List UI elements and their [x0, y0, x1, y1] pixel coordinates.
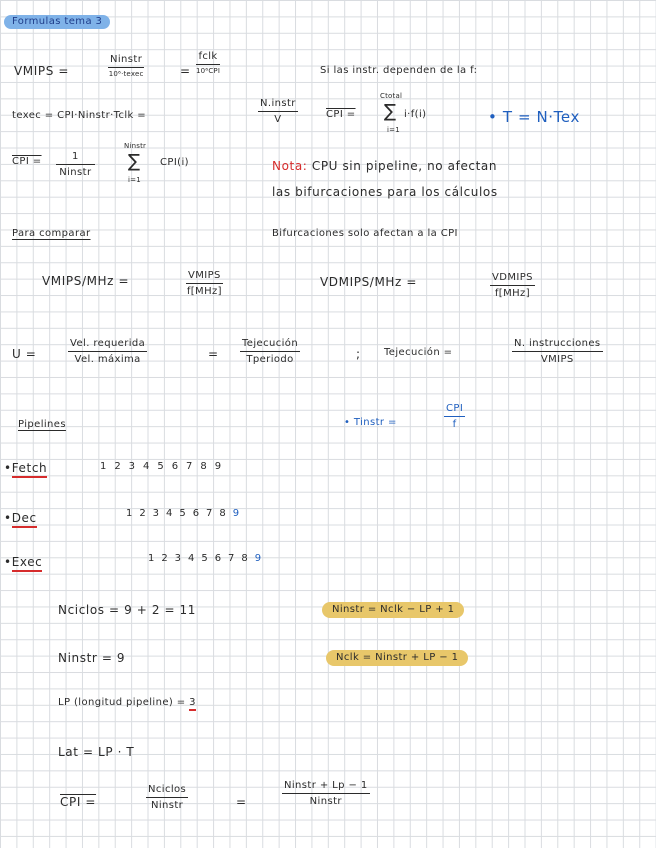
vmips-lhs: VMIPS =	[14, 64, 70, 78]
pipeline-last-cycle-dec: 9	[232, 508, 240, 519]
stage-label-exec: Exec	[12, 555, 43, 572]
ninstr-value: Ninstr = 9	[58, 651, 126, 665]
cpi-sum-lower-limit: i=1	[387, 126, 400, 134]
pipeline-last-cycle-exec: 9	[254, 553, 262, 564]
pipeline-cycles-exec: 1 2 3 4 5 6 7 8 9	[148, 553, 262, 564]
sum-symbol: ∑	[128, 151, 141, 172]
tinstr-fraction: CPI f	[446, 403, 464, 430]
vmips-mhz-lhs: VMIPS/MHz =	[42, 274, 130, 288]
lp-label: LP (longitud pipeline) = 3	[58, 698, 196, 708]
section-heading-pipelines: Pipelines	[18, 419, 66, 430]
cpi-sum-upper-limit: Ctotal	[380, 92, 403, 100]
cpi-average-lhs: CPI =	[12, 156, 42, 167]
cpi-average-sum-upper: Ninstr	[124, 142, 147, 150]
pipeline-cycles-fetch: 1 2 3 4 5 6 7 8 9	[100, 461, 222, 472]
cpi-average-sum-body: CPI(i)	[160, 157, 189, 168]
tejecucion-lhs: Tejecución =	[384, 347, 453, 358]
u-equals: =	[208, 347, 219, 361]
cpi-final-fraction-2: Ninstr + Lp − 1 Ninstr	[284, 780, 368, 807]
frequency-dependence-note: Si las instr. dependen de la f:	[320, 65, 478, 76]
nota-line-1: Nota: CPU sin pipeline, no afectan	[272, 159, 498, 173]
u-fraction-tiempos: Tejecución Tperiodo	[242, 338, 299, 365]
u-fraction-velocidad: Vel. requerida Vel. máxima	[70, 338, 146, 365]
sum-symbol: ∑	[384, 101, 397, 122]
cpi-final-equals: =	[236, 795, 247, 809]
u-lhs: U =	[12, 347, 37, 361]
tejecucion-fraction: N. instrucciones VMIPS	[514, 338, 601, 365]
lp-value: 3	[189, 697, 196, 711]
nclk-formula-highlight: Nclk = Ninstr + LP − 1	[326, 650, 468, 666]
vmips-fraction-1: Ninstr 10⁶·texec	[108, 54, 144, 78]
stage-label-dec: Dec	[12, 511, 37, 528]
tinstr-lhs: • Tinstr =	[344, 417, 397, 428]
pipeline-row-dec: •Dec	[4, 512, 37, 524]
page-title: Formulas tema 3	[4, 15, 110, 29]
bifurcaciones-note: Bifurcaciones solo afectan a la CPI	[272, 228, 458, 239]
vmips-fraction-2: fclk 10⁶CPI	[196, 51, 221, 75]
pipeline-cycles-dec: 1 2 3 4 5 6 7 8 9	[126, 508, 240, 519]
t-formula: • T = N·Tex	[488, 108, 580, 126]
cpi-sum-body: i·f(i)	[404, 109, 427, 120]
vmips-mhz-fraction: VMIPS f[MHz]	[186, 270, 222, 297]
cpi-weighted-lhs: CPI =	[326, 109, 356, 120]
nota-label: Nota:	[272, 159, 308, 173]
vmips-equals: =	[180, 64, 191, 78]
stage-label-fetch: Fetch	[12, 461, 48, 478]
cpi-final-lhs: CPI =	[60, 795, 97, 809]
pipeline-row-exec: •Exec	[4, 556, 42, 568]
nciclos-formula: Nciclos = 9 + 2 = 11	[58, 603, 197, 617]
vdmips-mhz-fraction: VDMIPS f[MHz]	[492, 272, 533, 299]
pipeline-row-fetch: •Fetch	[4, 462, 47, 474]
section-heading-para-comparar: Para comparar	[12, 228, 91, 239]
ninstr-formula-highlight: Ninstr = Nclk − LP + 1	[322, 602, 464, 618]
cpi-average-fraction: 1 Ninstr	[56, 152, 95, 178]
cpi-average-sum-lower: i=1	[128, 176, 141, 184]
cpi-final-fraction-1: Nciclos Ninstr	[148, 784, 187, 811]
nota-line-2: las bifurcaciones para los cálculos	[272, 185, 498, 199]
vdmips-mhz-lhs: VDMIPS/MHz =	[320, 275, 417, 289]
texec-fraction: N.instr V	[260, 98, 296, 125]
latency-formula: Lat = LP · T	[58, 745, 135, 759]
texec-lhs: texec = CPI·Ninstr·Tclk =	[12, 110, 147, 121]
u-separator: ;	[356, 347, 361, 361]
